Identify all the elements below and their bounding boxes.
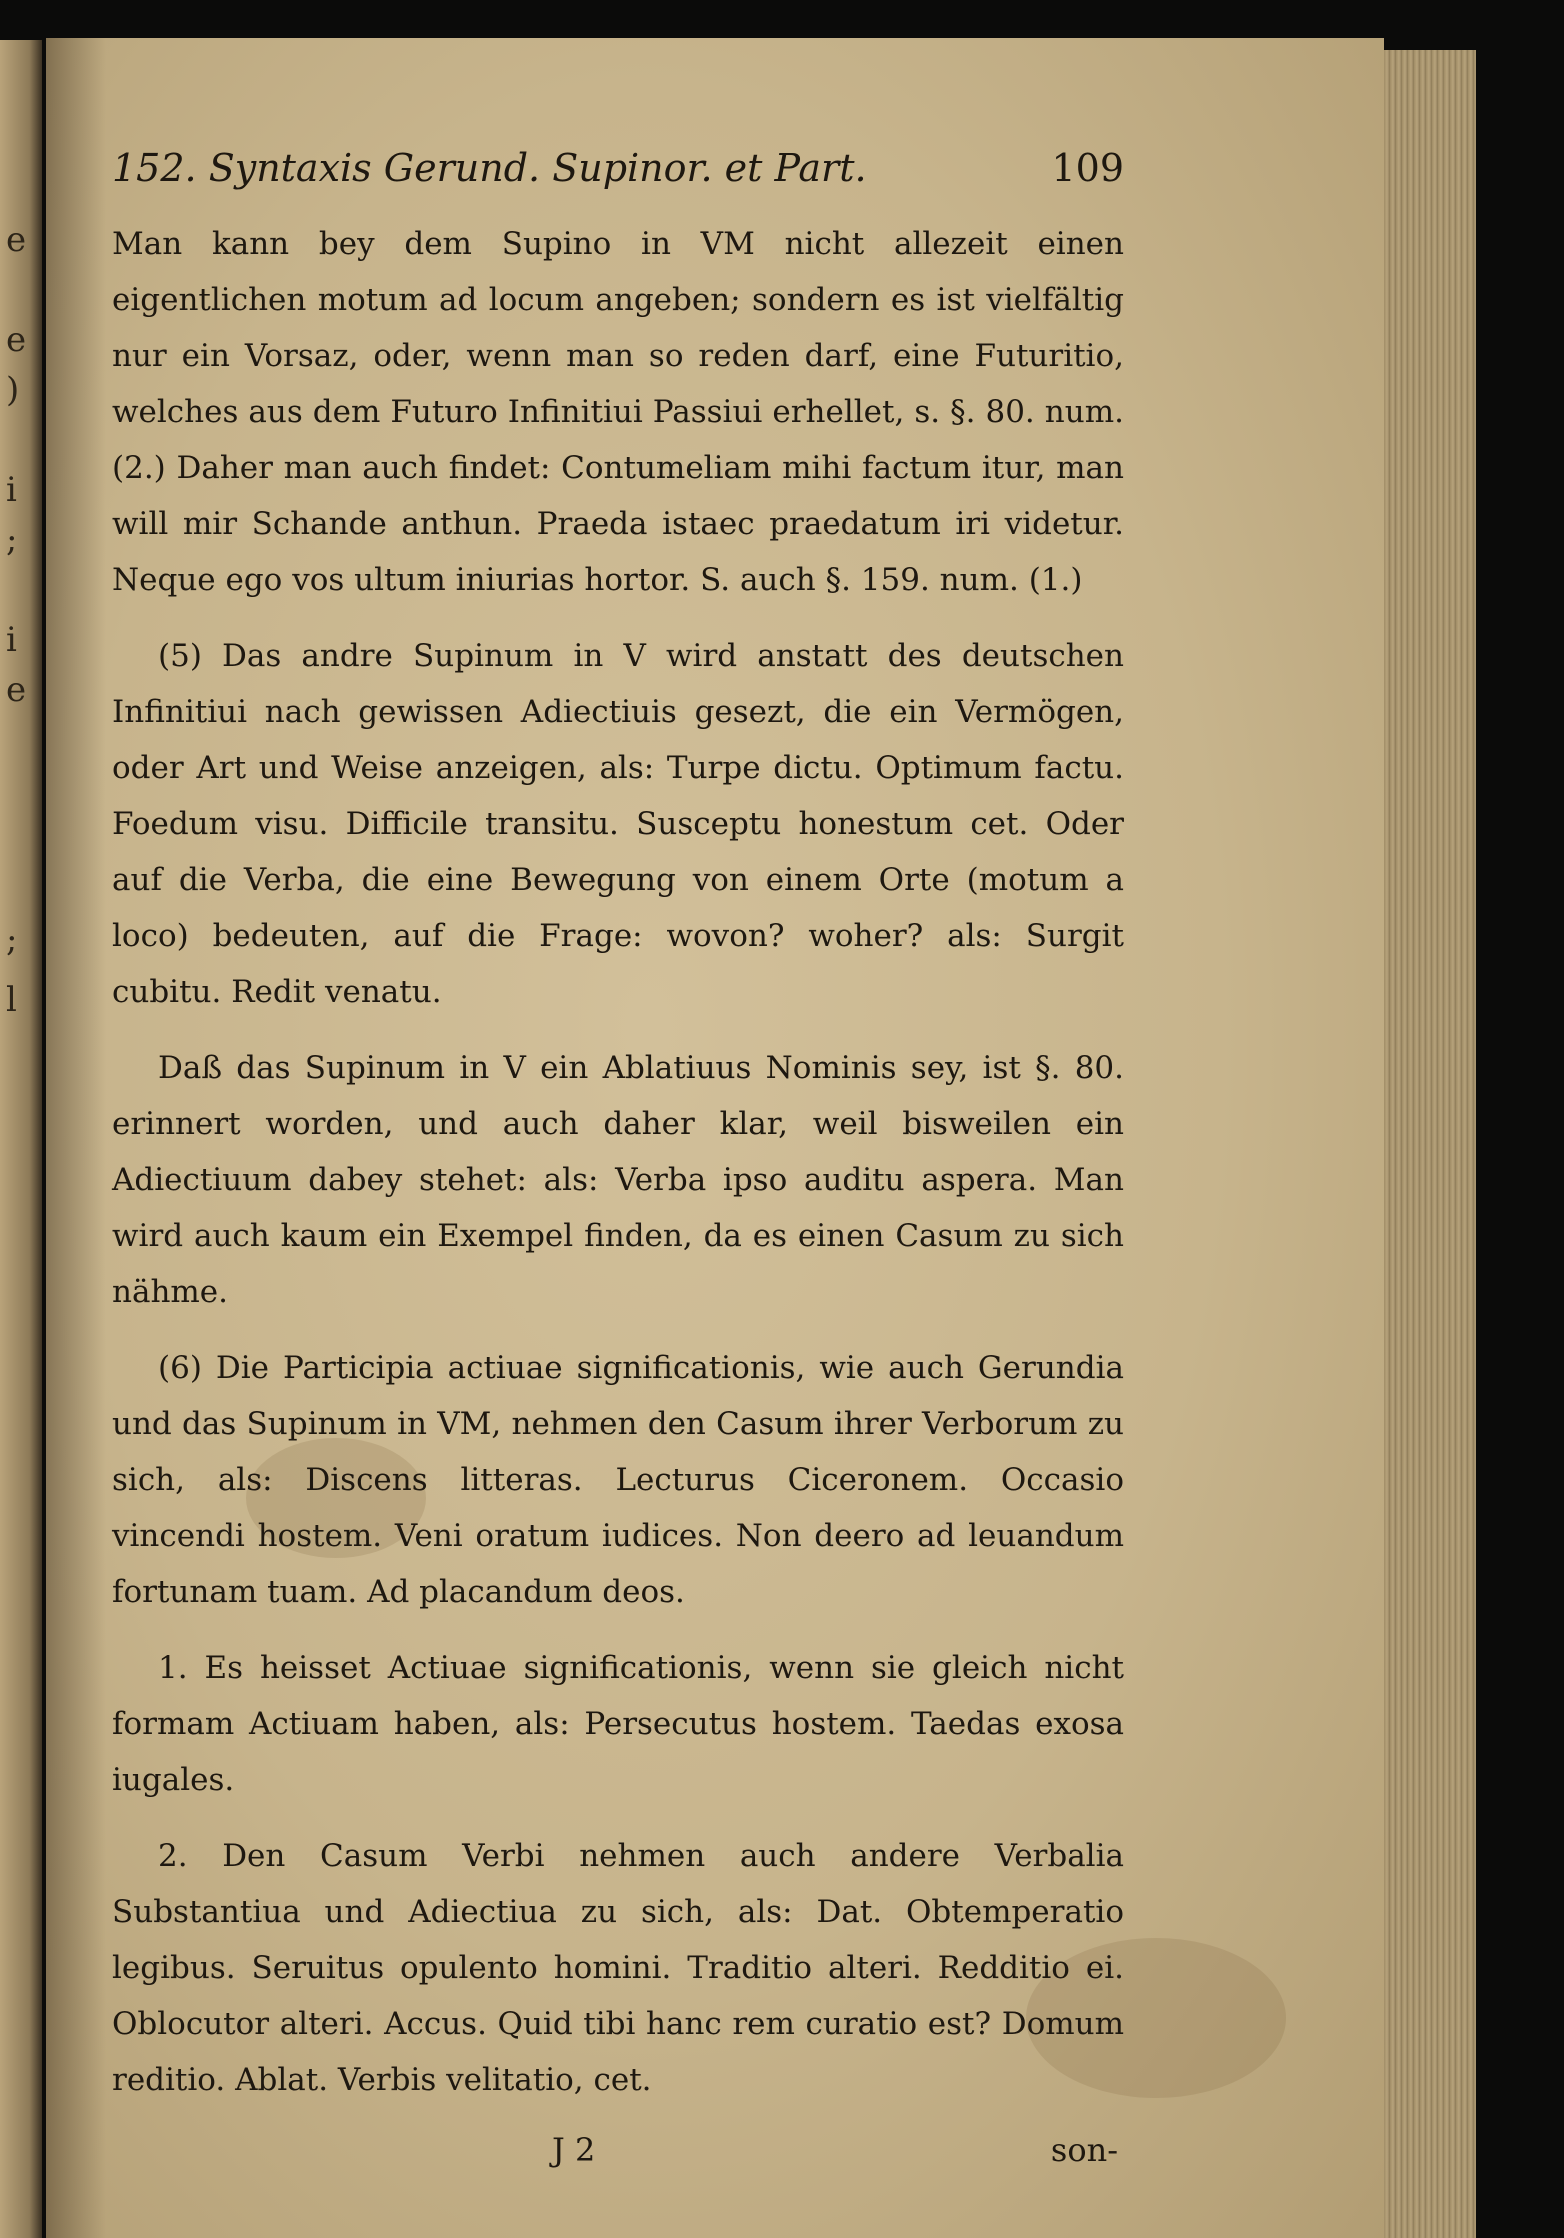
margin-fragment: ; <box>6 920 18 960</box>
paragraph-supinum-note: Daß das Supinum in V ein Ablatiuus Nominis sey, ist §. 80. erinnert worden, und auch daher klar, weil bisweilen ein Adiectiuum dabey stehet: als: Verba ipso auditu aspera. Man wird auch kaum ein Exempel finden, da es einen Casum zu sich nähme. <box>112 1050 1124 1310</box>
signature-mark: J 2 <box>552 2131 596 2169</box>
catchword: son- <box>1050 2131 1118 2169</box>
margin-fragment: ; <box>6 520 18 560</box>
spine-shadow <box>46 38 106 2238</box>
paragraph-intro: Man kann bey dem Supino in VM nicht allezeit einen eigentlichen motum ad locum angeben; sondern es ist vielfältig nur ein Vorsaz, oder, wenn man so reden darf, eine Futuritio, welches aus dem Futuro Infinitiui Passiui erhellet, s. §. 80. num. (2.) Daher man auch findet: Contumeliam mihi factum itur, man will mir Schande anthun. Praeda istaec praedatum iri videtur. Neque ego vos ultum iniurias hortor. S. auch §. 159. num. (1.) <box>112 226 1124 598</box>
left-page-edge <box>0 40 42 2238</box>
page-stack-edge <box>1384 50 1476 2238</box>
paragraph-6: (6) Die Participia actiuae significationis, wie auch Gerundia und das Supinum in VM, nehmen den Casum ihrer Verborum zu sich, als: Discens litteras. Lecturus Ciceronem. Occasio vincendi hostem. Veni oratum iudices. Non deero ad leuandum fortunam tuam. Ad placandum deos. <box>112 1350 1124 1610</box>
margin-fragment: l <box>6 980 17 1020</box>
margin-fragment: i <box>6 620 17 660</box>
margin-fragment: ) <box>6 370 20 410</box>
paragraph-5: (5) Das andre Supinum in V wird anstatt des deutschen Infinitiui nach gewissen Adiectiuis gesezt, die ein Vermögen, oder Art und Weise anzeigen, als: Turpe dictu. Optimum factu. Foedum visu. Difficile transitu. Susceptu honestum cet. Oder auf die Verba, die eine Bewegung von einem Orte (motum a loco) bedeuten, auf die Frage: wovon? woher? als: Surgit cubitu. Redit venatu. <box>112 638 1124 1010</box>
page-number: 109 <box>1051 146 1124 190</box>
running-title: 152. Syntaxis Gerund. Supinor. et Part. <box>112 146 867 190</box>
page-text <box>112 140 1124 2178</box>
margin-fragment: i <box>6 470 17 510</box>
left-margin-fragments <box>6 40 36 2238</box>
page-footer <box>112 2122 1124 2178</box>
paragraph-note-1: 1. Es heisset Actiuae significationis, wenn sie gleich nicht formam Actiuam haben, als: Persecutus hostem. Taedas exosa iugales. <box>112 1650 1124 1798</box>
paragraph-note-2: 2. Den Casum Verbi nehmen auch andere Verbalia Substantiua und Adiectiua zu sich, als: Dat. Obtemperatio legibus. Seruitus opulento homini. Traditio alteri. Redditio ei. Oblocutor alteri. Accus. Quid tibi hanc rem curatio est? Domum reditio. Ablat. Verbis velitatio, cet. <box>112 1838 1124 2098</box>
margin-fragment: e <box>6 220 27 260</box>
margin-fragment: e <box>6 320 27 360</box>
running-header <box>112 140 1124 196</box>
margin-fragment: e <box>6 670 27 710</box>
